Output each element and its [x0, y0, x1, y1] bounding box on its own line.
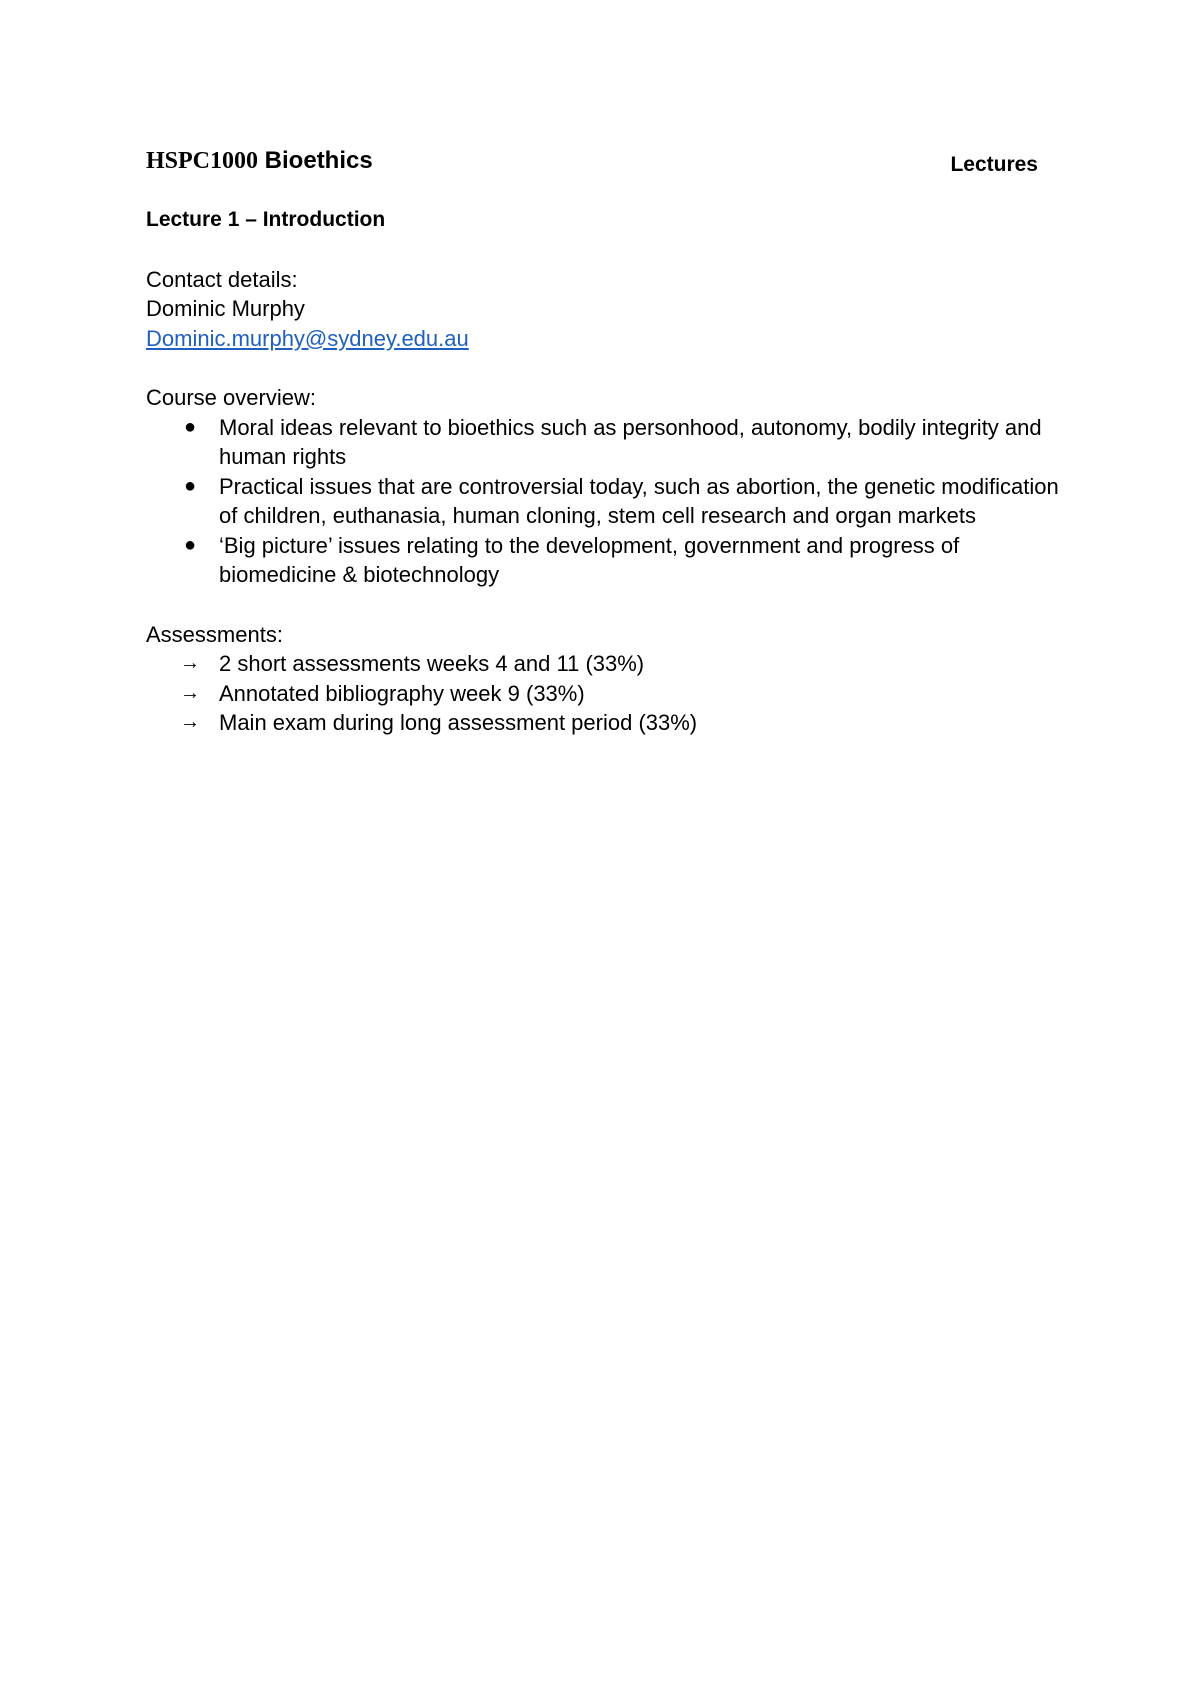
assessments-section: [146, 620, 1066, 738]
list-item: [146, 679, 1066, 709]
list-item: [146, 413, 1066, 472]
bullet-icon: ●: [184, 533, 197, 556]
bullet-icon: ●: [184, 415, 197, 438]
contact-section: [146, 265, 1066, 354]
course-overview-label: Course overview:: [146, 385, 316, 410]
document-page: [146, 146, 1066, 738]
course-title: [146, 146, 373, 177]
list-item: [146, 649, 1066, 679]
course-overview-list: [146, 413, 1066, 590]
lecture-heading: Lecture 1 – Introduction: [146, 208, 386, 231]
document-header: [146, 146, 1066, 182]
list-item-text: ‘Big picture’ issues relating to the development, government and progress of biomedicine & biotechnology: [219, 532, 960, 587]
list-item-text: Annotated bibliography week 9 (33%): [219, 680, 585, 706]
header-section-label: Lectures: [950, 153, 1038, 176]
list-item-text: 2 short assessments weeks 4 and 11 (33%): [219, 651, 645, 676]
list-item-text: Main exam during long assessment period (33%): [219, 710, 698, 735]
course-code: HSPC1000: [146, 148, 259, 174]
list-item: [146, 531, 1066, 590]
contact-label: Contact details:: [146, 266, 298, 292]
list-item-text: Practical issues that are controversial today, such as abortion, the genetic modification of children, euthanasia, human cloning, stem cell research and organ markets: [219, 473, 1059, 528]
contact-name: Dominic Murphy: [146, 296, 305, 321]
list-item: [146, 472, 1066, 531]
bullet-icon: ●: [184, 474, 197, 497]
course-name: Bioethics: [258, 147, 373, 174]
list-item-text: Moral ideas relevant to bioethics such as personhood, autonomy, bodily integrity and human rights: [219, 414, 1042, 469]
contact-email-link[interactable]: Dominic.murphy@sydney.edu.au: [146, 325, 469, 351]
arrow-right-icon: →: [180, 711, 200, 733]
arrow-right-icon: →: [180, 681, 200, 704]
course-overview-section: [146, 383, 1066, 590]
assessments-list: [146, 649, 1066, 738]
list-item: [146, 708, 1066, 738]
assessments-label: Assessments:: [146, 621, 283, 647]
arrow-right-icon: →: [180, 652, 200, 674]
